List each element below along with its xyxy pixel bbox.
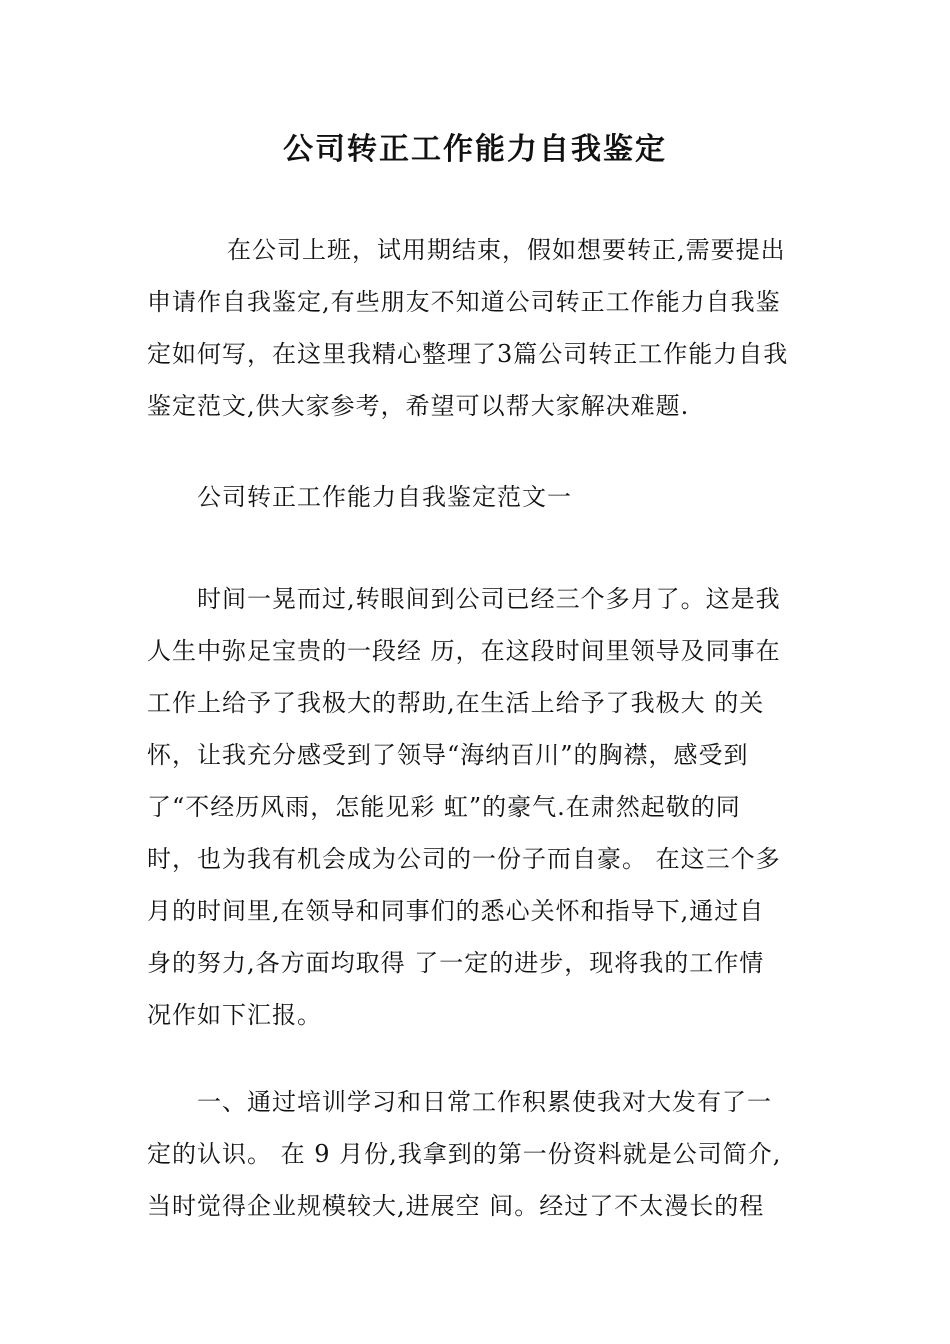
paragraph-line: 定的认识。 在 9 月份,我拿到的第一份资料就是公司简介, [147,1140,782,1168]
paragraph-line: 鉴定范文,供大家参考，希望可以帮大家解决难题. [147,392,690,420]
paragraph-line: 申请作自我鉴定,有些朋友不知道公司转正工作能力自我鉴 [147,288,781,316]
paragraph-line: 一、通过培训学习和日常工作积累使我对大发有了一 [197,1088,772,1116]
paragraph-line: 身的努力,各方面均取得 了一定的进步，现将我的工作情 [147,949,765,977]
paragraph-line: 定如何写，在这里我精心整理了3篇公司转正工作能力自我 [147,340,789,368]
paragraph-line: 工作上给予了我极大的帮助,在生活上给予了我极大 的关 [147,689,765,717]
paragraph-line: 怀，让我充分感受到了领导“海纳百川”的胸襟，感受到 [147,741,749,769]
paragraph-line: 月的时间里,在领导和同事们的悉心关怀和指导下,通过自 [147,897,765,925]
paragraph-line: 时，也为我有机会成为公司的一份子而自豪。 在这三个多 [147,845,781,873]
section-heading-text: 公司转正工作能力自我鉴定范文一 [197,483,572,511]
paragraph-line: 当时觉得企业规模较大,进展空 间。经过了不太漫长的程 [147,1192,765,1220]
intro-paragraph [147,224,812,432]
paragraph-line: 时间一晃而过,转眼间到公司已经三个多月了。这是我 [197,585,781,613]
body-paragraph-2 [147,1076,812,1232]
section-heading [147,471,812,523]
body-paragraph-1 [147,573,812,1041]
paragraph-line: 人生中弥足宝贵的一段经 历，在这段时间里领导及同事在 [147,637,781,665]
paragraph-line: 在公司上班，试用期结束，假如想要转正,需要提出 [227,236,786,264]
paragraph-line: 了“不经历风雨，怎能见彩 虹”的豪气.在肃然起敬的同 [147,793,741,821]
paragraph-line: 况作如下汇报。 [147,1001,322,1029]
page-title: 公司转正工作能力自我鉴定 [283,132,667,167]
